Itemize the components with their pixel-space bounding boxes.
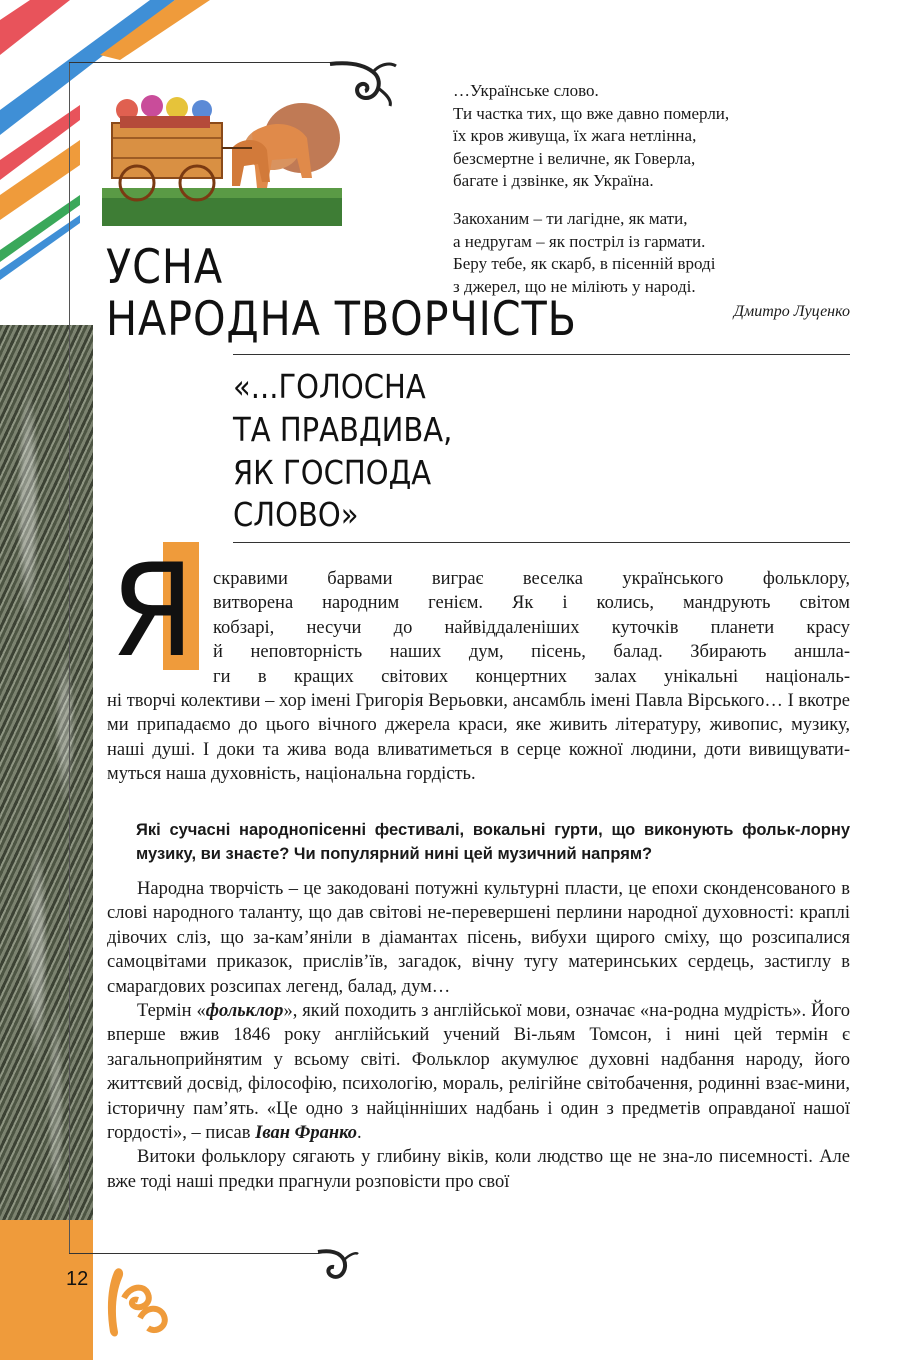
paragraph-text: Термін «	[137, 1001, 206, 1022]
paragraph-text: Народна творчість – це закодовані потужні культурні пласти, це епохи сконденсованого в слові народного таланту, що дав світові не-перевершені перлини народної духовності: краплі дівочих сліз, що за-кам’яніли в діамантах пісень, вибухи щирого сміху, що розсипалися самоцвітами приказок, прислів’їв, загадок, вічну тугу материнських сердець, застиглу в смарагдових розсипах легенд, балад, дум…	[107, 879, 850, 997]
divider-bottom	[233, 542, 850, 543]
quote-line: ТА ПРАВДИВА,	[233, 410, 453, 449]
intro-line: скравими барвами виграє веселка українського фольклору,	[213, 569, 850, 589]
poem-stanza-1	[453, 80, 873, 193]
term-folklore: фольклор	[205, 1001, 284, 1022]
section-title-line2: НАРОДНА ТВОРЧІСТЬ	[106, 292, 577, 347]
author-name: Іван Франко	[255, 1123, 358, 1144]
drop-cap: Я	[110, 537, 195, 686]
poem-line: Закоханим – ти лагідне, як мати,	[453, 209, 688, 228]
paragraph-folklore-term	[107, 999, 850, 1145]
poem-line: Ти частка тих, що вже давно померли,	[453, 103, 730, 123]
paragraph-text: », який походить з англійської мови, означає «на-родна мудрість». Його вперше вжив 1846 року англійський учений Ві-льям Томсон, і нині цей термін є загальноприйнятим у всьому світі. Фольклор акумулює духовні надбання народу, його життєвий досвід, філософію, психологію, мораль, релігійне світобачення, родинні взає-мини, історичну пам’ять. «Це одно з найцінніших надбань і один з предметів оправданої нашої гордості», – писав	[107, 1001, 850, 1144]
poem-line: Беру тебе, як скарб, в пісенній вроді	[453, 254, 716, 273]
intro-lines-block	[213, 567, 850, 689]
poem-line: безсмертне і величне, як Говерла,	[453, 148, 696, 168]
paragraph-folk-art	[107, 877, 850, 999]
quote-line: СЛОВО»	[233, 495, 359, 534]
paragraph-text: .	[357, 1123, 362, 1144]
main-text	[107, 877, 850, 1194]
section-title-line1: УСНА	[106, 240, 223, 295]
intro-line: кобзарі, несучи до найвіддаленіших куточків планети красу	[213, 617, 850, 638]
paragraph-origins	[107, 1145, 850, 1194]
frame-top-line	[69, 62, 349, 63]
paragraph-text: Витоки фольклору сягають у глибину віків, коли людство ще не зна-ло писемності. Але вже тоді наші предки прагнули розповісти про свої	[107, 1147, 850, 1192]
poem-line: багате і дзвінке, як Україна.	[453, 171, 654, 190]
intro-line: ги в кращих світових концертних залах унікальні національ-	[213, 666, 850, 687]
poem-stanza-2	[453, 208, 873, 298]
ornament-bottom-icon	[316, 1240, 360, 1284]
folk-texture-band	[0, 325, 93, 1220]
page-number: 12	[66, 1268, 89, 1290]
folk-cart-illustration	[102, 78, 342, 243]
intro-line: й неповторність наших дум, пісень, балад. Збирають аншла-	[213, 642, 850, 663]
intro-paragraph: ні творчі колективи – хор імені Григорія Верьовки, ансамбль імені Павла Вірського… І вкотре ми припадаємо до цього вічного джерела краси, яке живить літературу, живопис, музику, наші душі. І доки та жива вода вливатиметься в серце кожної людини, доти вивищувати-муться наша духовність, національна гордість.	[107, 691, 850, 785]
quote-line: «...ГОЛОСНА	[233, 367, 426, 406]
textbook-logo-icon	[100, 1262, 170, 1342]
poem-line: їх кров живуща, їх жага нетлінна,	[453, 126, 697, 145]
poem-line: а недругам – як постріл із гармати.	[453, 231, 706, 251]
divider-top	[233, 354, 850, 355]
poem-line: …Українське слово.	[453, 81, 599, 100]
poem-author: Дмитро Луценко	[733, 303, 850, 320]
frame-left-line	[69, 62, 70, 1254]
discussion-question: Які сучасні народнопісенні фестивалі, вокальні гурти, що виконують фольк-лорну музику, ви знаєте? Чи популярний нині цей музичний напрям?	[136, 821, 850, 863]
poem-line: з джерел, що не міліють у народі.	[453, 276, 696, 296]
frame-bottom-line	[69, 1253, 319, 1254]
quote-line: ЯК ГОСПОДА	[233, 453, 432, 492]
intro-line: витворена народним генієм. Як і колись, мандрують світом	[213, 593, 850, 614]
